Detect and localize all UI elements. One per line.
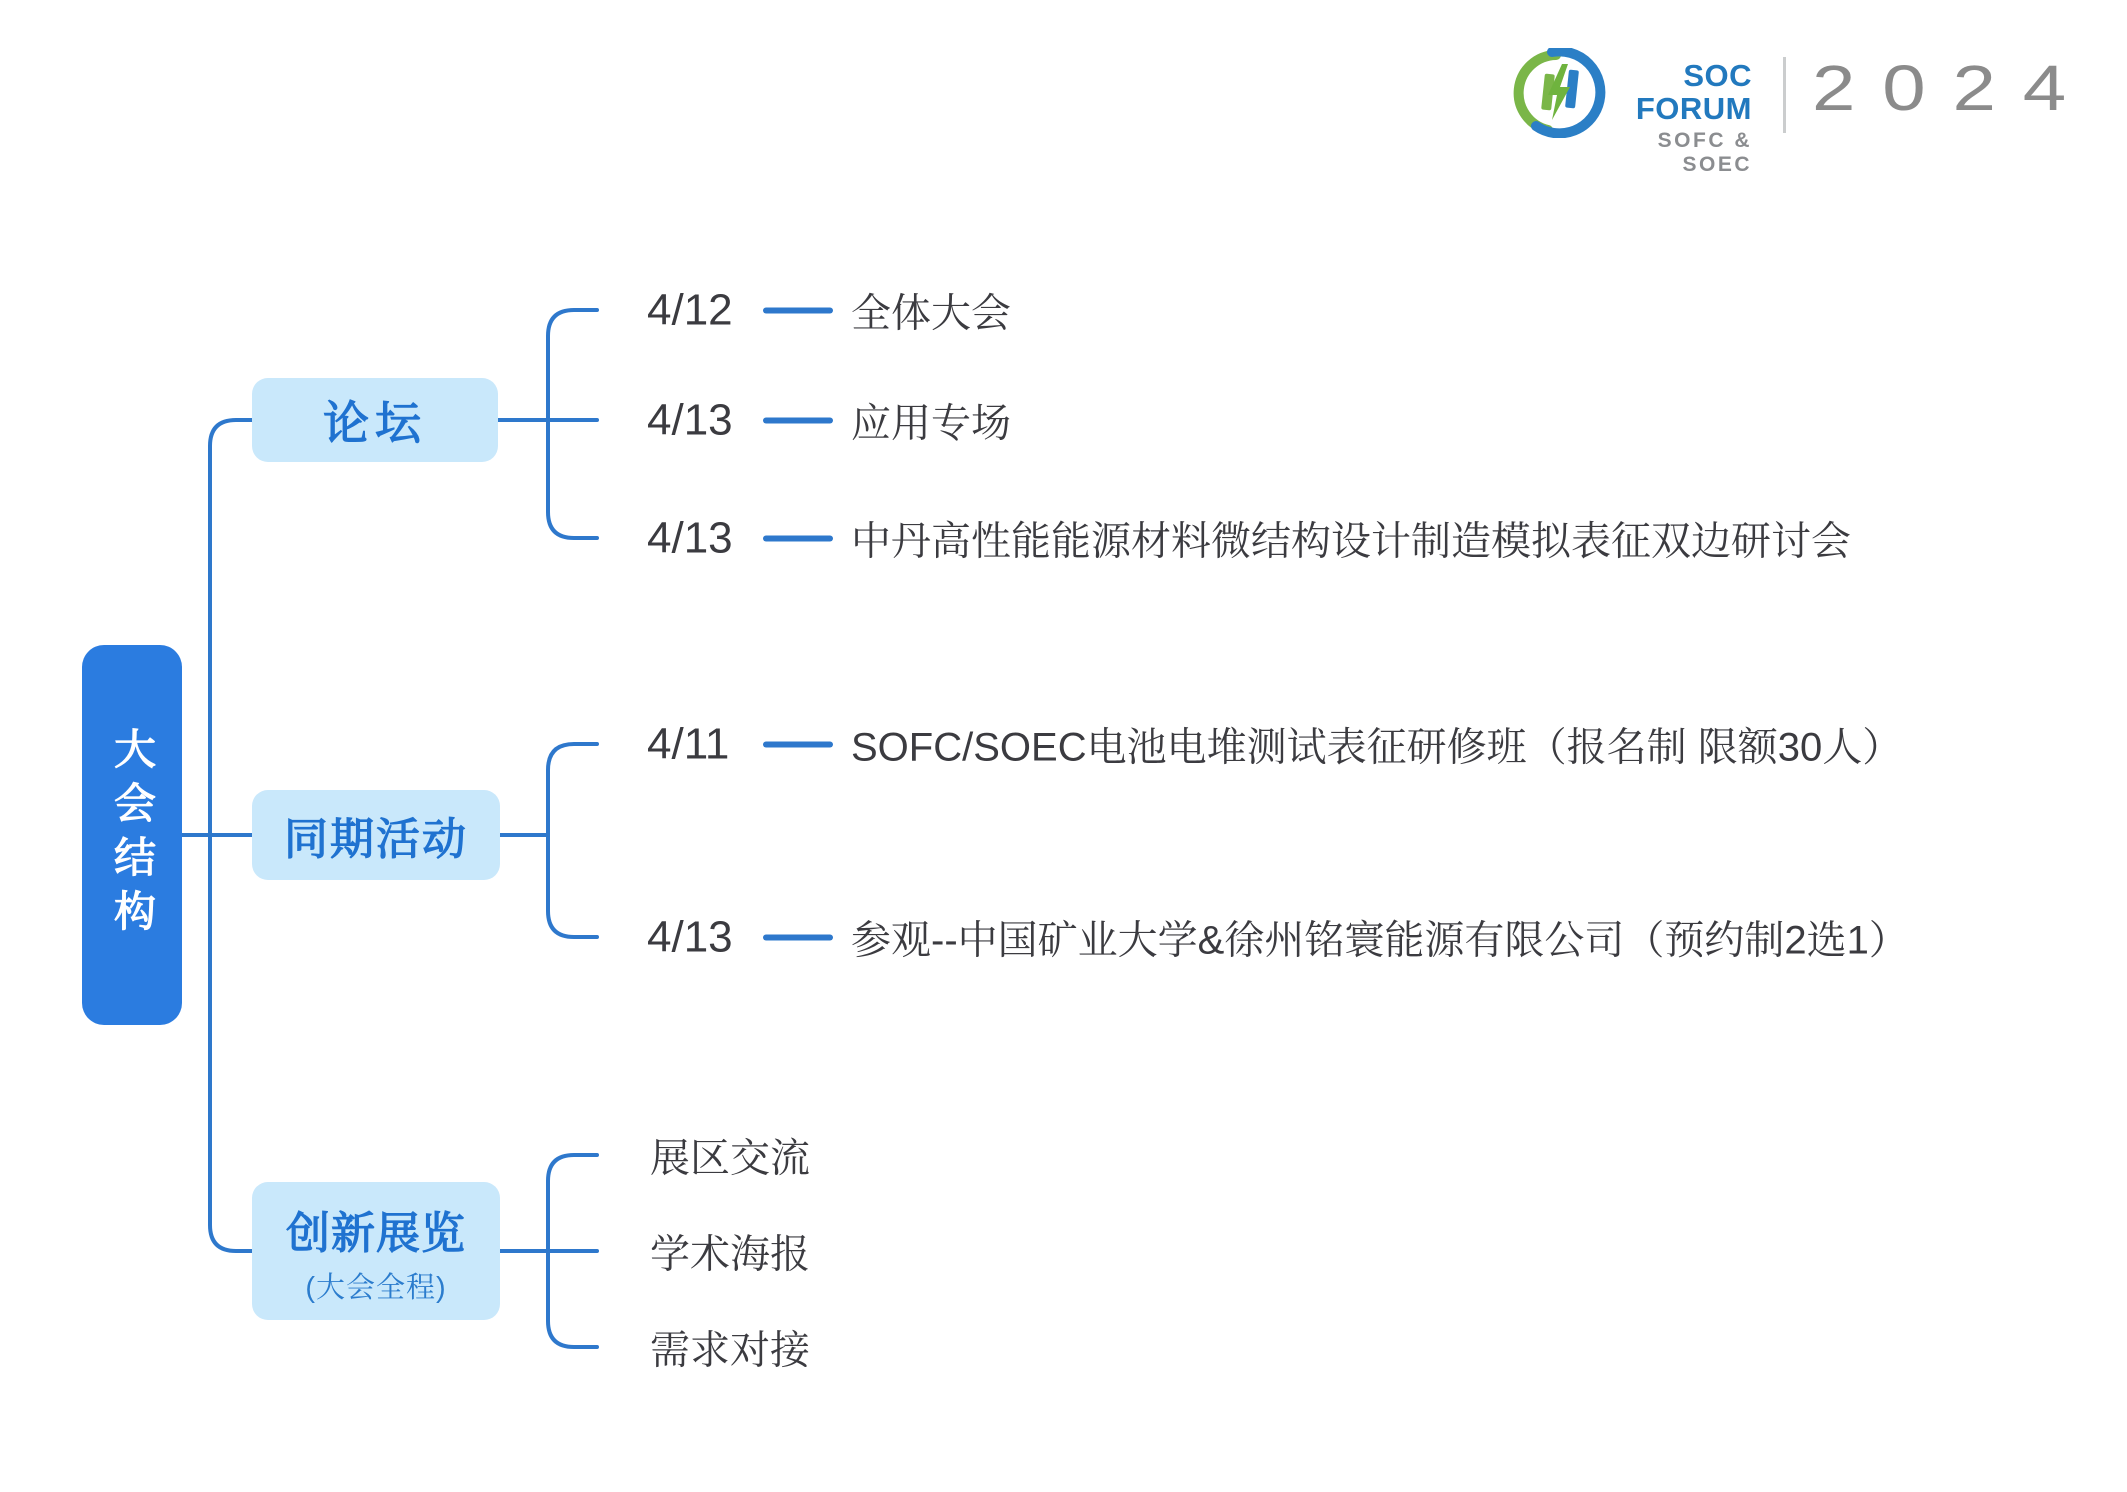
branch-node-activities-label: 同期活动 — [284, 815, 468, 864]
connector-root-expo — [210, 835, 252, 1251]
leaf-label: 学术海报 — [650, 1232, 810, 1277]
leaf-dash — [763, 307, 833, 313]
leaf-label: SOFC/SOEC电池电堆测试表征研修班（报名制 限额30人） — [851, 725, 1903, 770]
leaf-date: 4/13 — [647, 395, 733, 444]
connector-activities-down — [548, 835, 597, 937]
branch-node-forum — [252, 378, 498, 462]
connector-expo-down — [548, 1251, 597, 1347]
leaf-dash — [763, 741, 833, 747]
connector-forum-up — [548, 310, 597, 420]
leaf-dash — [763, 535, 833, 541]
leaf-label: 参观--中国矿业大学&徐州铭寰能源有限公司（预约制2选1） — [851, 918, 1909, 963]
leaf-label: 展区交流 — [650, 1136, 810, 1181]
connector-forum-down — [548, 420, 597, 538]
year-label: 2024 — [1812, 52, 2094, 124]
branch-node-activities — [252, 790, 500, 880]
leaf-row — [647, 392, 1011, 449]
leaf-row — [650, 1319, 810, 1376]
connector-expo-up — [548, 1155, 597, 1251]
branch-node-expo-sublabel: (大会全程) — [305, 1271, 447, 1304]
leaf-date: 4/13 — [647, 912, 733, 961]
logo-subtitle: SOFC & SOEC — [1657, 129, 1752, 177]
leaf-date: 4/12 — [647, 285, 733, 334]
branch-node-forum-label: 论坛 — [323, 397, 427, 449]
leaf-row — [647, 282, 1011, 339]
leaf-row — [647, 909, 1909, 966]
leaf-label: 全体大会 — [851, 291, 1011, 336]
branch-node-expo — [252, 1182, 500, 1320]
branch-node-expo-label: 创新展览 — [286, 1208, 466, 1258]
leaf-date: 4/13 — [647, 513, 733, 562]
leaf-row — [647, 510, 1851, 567]
leaf-label: 应用专场 — [851, 401, 1011, 446]
leaf-dash — [763, 934, 833, 940]
leaf-label: 中丹高性能能源材料微结构设计制造模拟表征双边研讨会 — [851, 519, 1851, 564]
connector-activities-up — [548, 744, 597, 835]
leaf-date: 4/11 — [647, 719, 730, 768]
leaf-row — [650, 1223, 810, 1280]
connector-root-forum — [210, 420, 252, 835]
leaf-label: 需求对接 — [650, 1328, 810, 1373]
leaf-row — [647, 716, 1902, 773]
logo-title: SOC FORUM — [1635, 58, 1752, 126]
root-node — [82, 645, 182, 1025]
root-node-label: 大会结构 — [109, 727, 156, 943]
leaf-row — [650, 1127, 810, 1184]
leaf-dash — [763, 417, 833, 423]
